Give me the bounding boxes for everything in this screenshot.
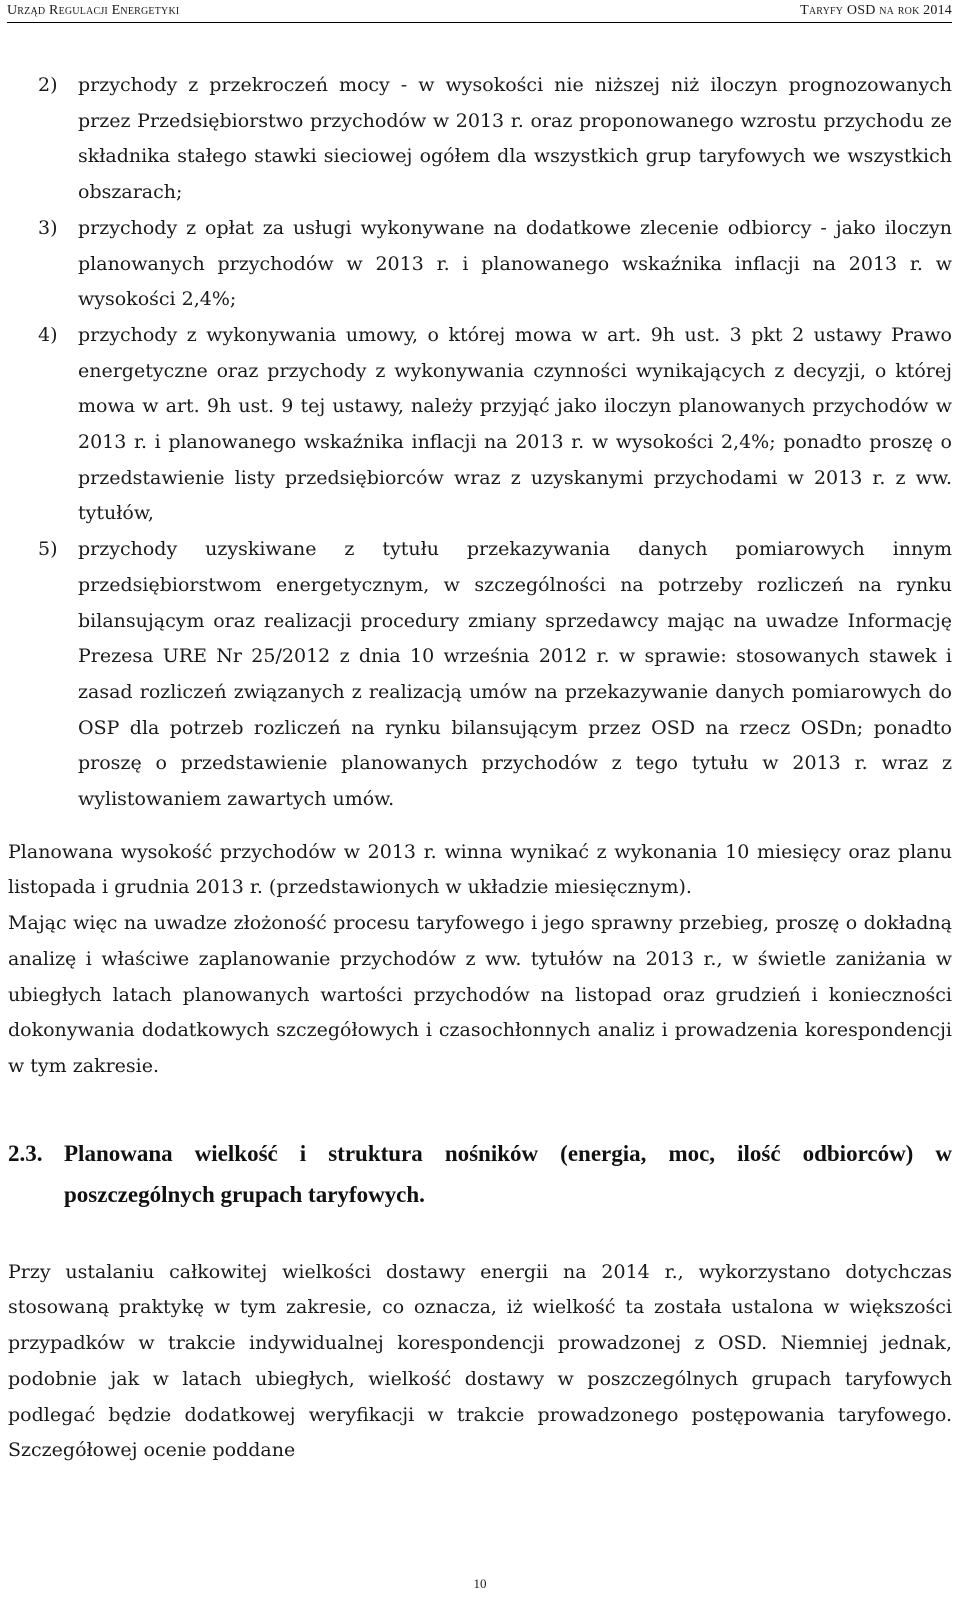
numbered-list <box>8 68 952 818</box>
list-item-text: przychody uzyskiwane z tytułu przekazywania danych pomiarowych innym przedsiębiorstwom energetycznym, w szczególności na potrzeby rozliczeń na rynku bilansującym oraz realizacji procedury zmiany sprzedawcy mając na uwadze Informację Prezesa URE Nr 25/2012 z dnia 10 września 2012 r. w sprawie: stosowanych stawek i zasad rozliczeń związanych z realizacją umów na przekazywanie danych pomiarowych do OSP dla potrzeb rozliczeń na rynku bilansującym przez OSD na rzecz OSDn; ponadto proszę o przedstawienie planowanych przychodów z tego tytułu w 2013 r. wraz z wylistowaniem zawartych umów. <box>78 538 952 811</box>
section-title: Planowana wielkość i struktura nośników (energia, moc, ilość odbiorców) w poszczególnych grupach taryfowych. <box>64 1140 952 1207</box>
list-item-number: 5) <box>38 538 58 561</box>
header-left-title: Urząd Regulacji Energetyki <box>7 3 180 18</box>
list-item-number: 2) <box>38 74 58 96</box>
section-heading <box>8 1133 952 1215</box>
list-item-text: przychody z wykonywania umowy, o której mowa w art. 9h ust. 3 pkt 2 ustawy Prawo energetyczne oraz przychody z wykonywania czynności wynikających z decyzji, o której mowa w art. 9h ust. 9 tej ustawy, należy przyjąć jako iloczyn planowanych przychodów w 2013 r. i planowanego wskaźnika inflacji na 2013 r. w wysokości 2,4%; ponadto proszę o przedstawienie listy przedsiębiorców wraz z uzyskanymi przychodami w 2013 r. z ww. tytułów, <box>78 323 952 525</box>
section-number: 2.3. <box>8 1140 43 1166</box>
page-number: 10 <box>473 1576 487 1591</box>
header-right-title: Taryfy OSD na rok 2014 <box>800 3 952 18</box>
paragraph-analysis-request: Mając więc na uwadze złożoność procesu taryfowego i jego sprawny przebieg, proszę o dokładną analizę i właściwe zaplanowanie przychodów z ww. tytułów na 2013 r., w świetle zaniżania w ubiegłych latach planowanych wartości przychodów na listopad oraz grudzień i konieczności dokonywania dodatkowych szczegółowych i czasochłonnych analiz i prowadzenia korespondencji w tym zakresie. <box>8 912 952 1077</box>
list-item-number: 4) <box>38 323 58 346</box>
document-body <box>8 68 952 1469</box>
list-item <box>8 68 952 211</box>
list-item <box>8 532 952 818</box>
list-item <box>8 318 952 532</box>
list-item-text: przychody z przekroczeń mocy - w wysokości nie niższej niż iloczyn prognozowanych przez Przedsiębiorstwo przychodów w 2013 r. oraz proponowanego wzrostu przychodu ze składnika stałego stawki sieciowej ogółem dla wszystkich grup taryfowych we wszystkich obszarach; <box>78 74 952 204</box>
paragraph-delivery-volume: Przy ustalaniu całkowitej wielkości dostawy energii na 2014 r., wykorzystano dotychczas stosowaną praktykę w tym zakresie, co oznacza, iż wielkość ta została ustalona w większości przypadków w trakcie indywidualnej korespondencji prowadzonej z OSD. Niemniej jednak, podobnie jak w latach ubiegłych, wielkość dostawy w poszczególnych grupach taryfowych podlegać będzie dodatkowej weryfikacji w trakcie prowadzonego postępowania taryfowego. Szczegółowej ocenie poddane <box>8 1260 952 1462</box>
list-item-text: przychody z opłat za usługi wykonywane na dodatkowe zlecenie odbiorcy - jako iloczyn planowanych przychodów w 2013 r. i planowanego wskaźnika inflacji na 2013 r. w wysokości 2,4%; <box>78 216 952 311</box>
list-item <box>8 211 952 318</box>
running-header <box>7 0 952 23</box>
paragraph-planned-revenue: Planowana wysokość przychodów w 2013 r. winna wynikać z wykonania 10 miesięcy oraz planu listopada i grudnia 2013 r. (przedstawionych w układzie miesięcznym). <box>8 840 952 899</box>
list-item-number: 3) <box>38 216 58 239</box>
